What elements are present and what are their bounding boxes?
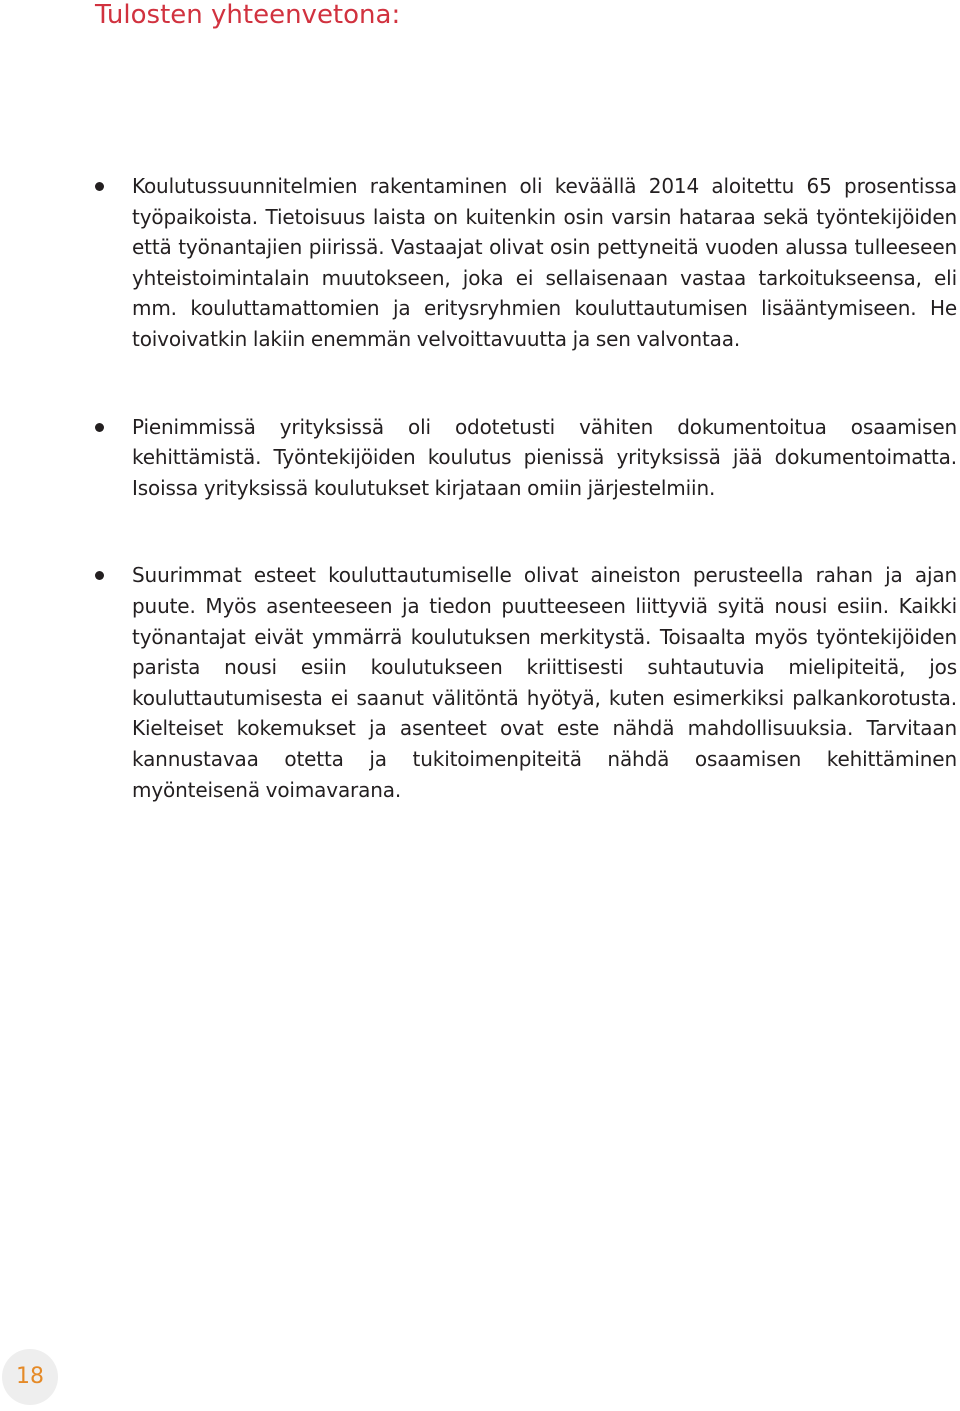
bullet-text-2: Pienimmissä yrityksissä oli odotetusti vähiten dokumentoitua osaamisen kehittämistä. Työntekijöiden koulutus pienissä yrityksissä jää dokumentoimatta. Isoissa yrityksissä koulutukset kirjataan omiin järjestelmiin. xyxy=(132,414,957,500)
bullet-item-3 xyxy=(95,560,957,805)
bullet-text-3: Suurimmat esteet kouluttautumiselle olivat aineiston perusteella rahan ja ajan puute. Myös asenteeseen ja tiedon puutteeseen liittyviä syitä nousi esiin. Kaikki työnantajat eivät ymmärrä koulutuksen merkitystä. Toisaalta myös työntekijöiden parista nousi esiin koulutukseen kriittisesti suhtautuvia mielipiteitä, jos kouluttautumisesta ei saanut välitöntä hyötyä, kuten esimerkiksi palkankorotusta. Kielteiset kokemukset ja asenteet ovat este nähdä mahdollisuuksia. Tarvitaan kannustavaa otetta ja tukitoimenpiteitä nähdä osaamisen kehittäminen myönteisenä voimavarana. xyxy=(132,563,957,802)
bullet-icon xyxy=(95,423,104,432)
summary-bullet-list xyxy=(95,171,957,805)
bullet-item-1 xyxy=(95,171,957,355)
bullet-icon xyxy=(95,571,104,580)
bullet-icon xyxy=(95,182,104,191)
page-number: 18 xyxy=(16,1364,44,1389)
page-title: Tulosten yhteenvetona: xyxy=(95,0,401,30)
bullet-item-2 xyxy=(95,412,957,504)
page-number-badge xyxy=(2,1349,58,1405)
bullet-text-1: Koulutussuunnitelmien rakentaminen oli keväällä 2014 aloitettu 65 prosentissa työpaikoista. Tietoisuus laista on kuitenkin osin varsin hataraa sekä työntekijöiden että työnantajien piirissä. Vastaajat olivat osin pettyneitä vuoden alussa tulleeseen yhteistoimintalain muutokseen, joka ei sellaisenaan vastaa tarkoitukseensa, eli mm. kouluttamattomien ja eritysryhmien kouluttautumisen lisääntymiseen. He toivoivatkin lakiin enemmän velvoittavuutta ja sen valvontaa. xyxy=(132,174,957,351)
